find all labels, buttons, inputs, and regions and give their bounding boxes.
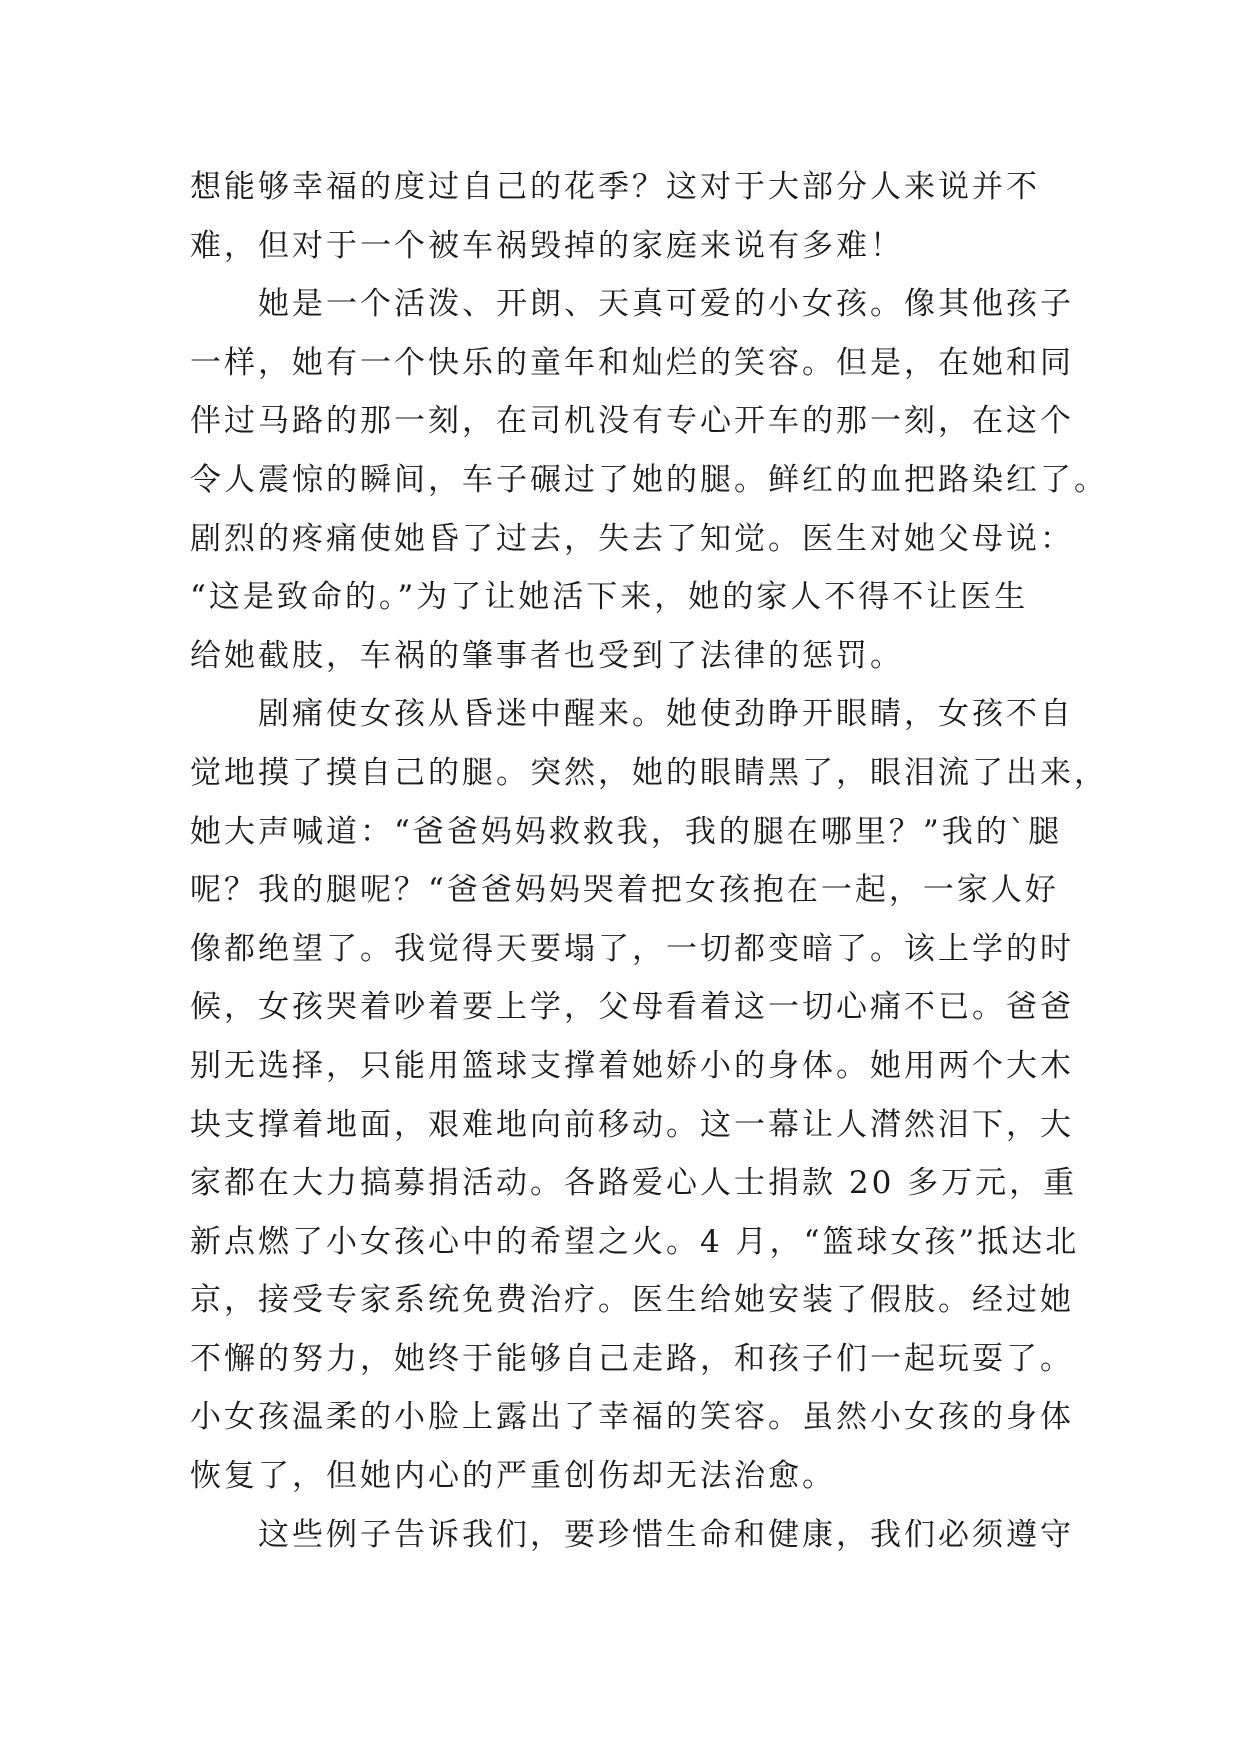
text-line: 想能够幸福的度过自己的花季？这对于大部分人来说并不 [190,169,1040,205]
text-line: 块支撑着地面，艰难地向前移动。这一幕让人潸然泪下，大 [190,1106,1074,1143]
text-line: 剧痛使女孩从昏迷中醒来。她使劲睁开眼睛，女孩不自 [190,696,1074,733]
text-line: 呢？我的腿呢？“爸爸妈妈哭着把女孩抱在一起，一家人好 [190,872,1059,909]
text-line: 这些例子告诉我们，要珍惜生命和健康，我们必须遵守 [190,1516,1074,1553]
text-line: 伴过马路的那一刻，在司机没有专心开车的那一刻，在这个 [190,403,1074,440]
text-line: “这是致命的。”为了让她活下来，她的家人不得不让医生 [190,579,1029,616]
text-line: 剧烈的疼痛使她昏了过去，失去了知觉。医生对她父母说： [190,520,1074,557]
text-line: 新点燃了小女孩心中的希望之火。4 月，“篮球女孩”抵达北 [190,1223,1080,1260]
body-text [190,158,1108,1564]
text-line: 一样，她有一个快乐的童年和灿烂的笑容。但是，在她和同 [190,344,1074,381]
text-line: 恢复了，但她内心的严重创伤却无法治愈。 [190,1458,836,1495]
text-line: 小女孩温柔的小脸上露出了幸福的笑容。虽然小女孩的身体 [190,1399,1074,1436]
text-line: 给她截肢，车祸的肇事者也受到了法律的惩罚。 [190,637,904,674]
text-line: 候，女孩哭着吵着要上学，父母看着这一切心痛不已。爸爸 [190,989,1074,1026]
text-line: 京，接受专家系统免费治疗。医生给她安装了假肢。经过她 [190,1282,1074,1319]
text-line: 觉地摸了摸自己的腿。突然，她的眼睛黑了，眼泪流了出来， [190,754,1108,791]
text-line: 她是一个活泼、开朗、天真可爱的小女孩。像其他孩子 [190,286,1074,323]
text-line: 家都在大力搞募捐活动。各路爱心人士捐款 20 多万元，重 [190,1165,1078,1202]
text-line: 不懈的努力，她终于能够自己走路，和孩子们一起玩耍了。 [190,1340,1074,1377]
text-line: 像都绝望了。我觉得天要塌了，一切都变暗了。该上学的时 [190,930,1074,967]
text-line: 令人震惊的瞬间，车子碾过了她的腿。鲜红的血把路染红了。 [190,461,1108,498]
text-line: 别无选择，只能用篮球支撑着她娇小的身体。她用两个大木 [190,1047,1074,1084]
text-line: 难，但对于一个被车祸毁掉的家庭来说有多难！ [190,227,904,264]
text-line: 她大声喊道：“爸爸妈妈救救我，我的腿在哪里？”我的`腿 [190,813,1063,850]
